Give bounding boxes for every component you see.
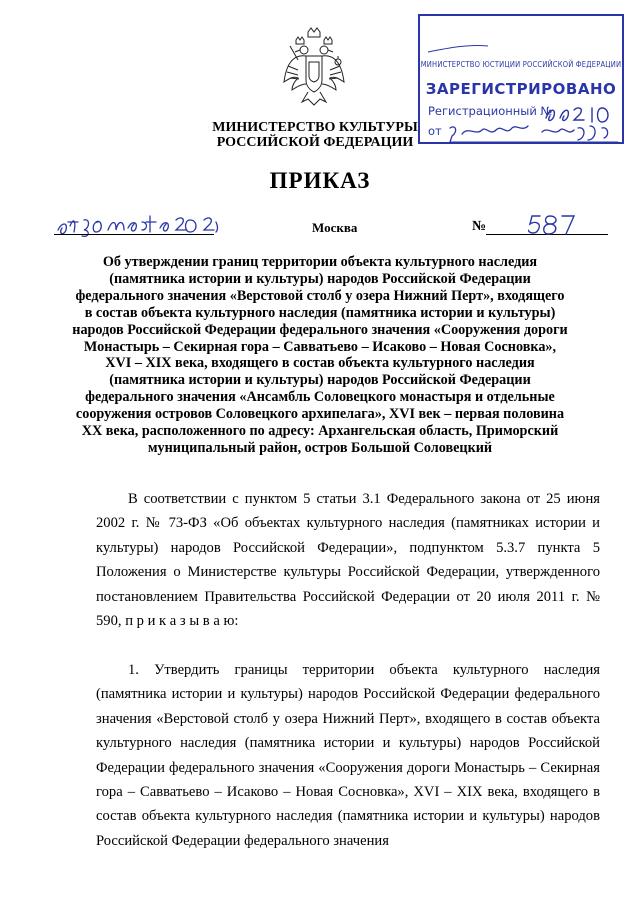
ministry-line-1: МИНИСТЕРСТВО КУЛЬТУРЫ: [212, 120, 418, 135]
document-title: ПРИКАЗ: [269, 168, 371, 193]
ministry-header: [190, 120, 440, 150]
handwritten-order-number-icon: [528, 212, 578, 236]
handwritten-reg-number-icon: [542, 102, 622, 124]
stamp-reg-label: Регистрационный №: [428, 104, 553, 118]
handwritten-reg-date-icon: [446, 122, 622, 144]
body-paragraph-1: В соответствии с пунктом 5 статьи 3.1 Федерального закона от 25 июня 2002 г. № 73-ФЗ «Об объектах культурного наследия (памятниках истории и культуры) народов Российской Федерации», подпунктом 5.3.7 пункта 5 Положения о Министерстве культуры Российской Федерации, утвержденного постановлением Правительства Российской Федерации от 20 июля 2011 г. № 590, п р и к а з ы в а ю:: [96, 491, 600, 630]
date-number-line: [0, 212, 640, 242]
stamp-date-label: от: [428, 124, 442, 138]
ministry-line-2: РОССИЙСКОЙ ФЕДЕРАЦИИ: [216, 135, 414, 150]
date-underline: [54, 234, 214, 235]
body-paragraph-2: 1. Утвердить границы территории объекта культурного наследия (памятника истории и культуры) народов Российской Федерации федерального значения «Верстовой столб у озера Нижний Перт», входящего в состав объекта культурного наследия (памятника истории и культуры) народов Российской Федерации федерального значения «Сооружения дороги Монастырь – Секирная гора – Савватьево – Исаково – Новая Сосновка», XVI – XIX века, входящего в состав объекта культурного наследия (памятника истории и культуры) народов Российской Федерации федерального значения: [96, 662, 600, 849]
coat-of-arms-icon: [282, 26, 346, 110]
stamp-eagle-mark-icon: [426, 22, 618, 56]
stamp-ministry: МИНИСТЕРСТВО ЮСТИЦИИ РОССИЙСКОЙ ФЕДЕРАЦИИ: [420, 60, 622, 69]
number-sign: №: [472, 219, 487, 234]
document-subject: Об утверждении границ территории объекта культурного наследия (памятника истории и культуры) народов Российской Федерации федерального значения «Верстовой столб у озера Нижний Перт», входящего в состав объекта культурного наследия (памятника истории и культуры) народов Российской Федерации федерального значения «Сооружения дороги Монастырь – Секирная гора – Савватьево – Исаково – Новая Сосновка», XVI – XIX века, входящего в состав объекта культурного наследия (памятника истории и культуры) народов Российской Федерации федерального значения «Ансамбль Соловецкого монастыря и отдельные сооружения островов Соловецкого архипелага», XVI век – первая половина XX века, расположенного по адресу: Архангельская область, Приморский муниципальный район, остров Большой Соловецкий: [72, 254, 568, 456]
stamp-status: ЗАРЕГИСТРИРОВАНО: [425, 80, 617, 98]
registration-stamp: [418, 14, 624, 144]
document-city: Москва: [312, 220, 358, 235]
